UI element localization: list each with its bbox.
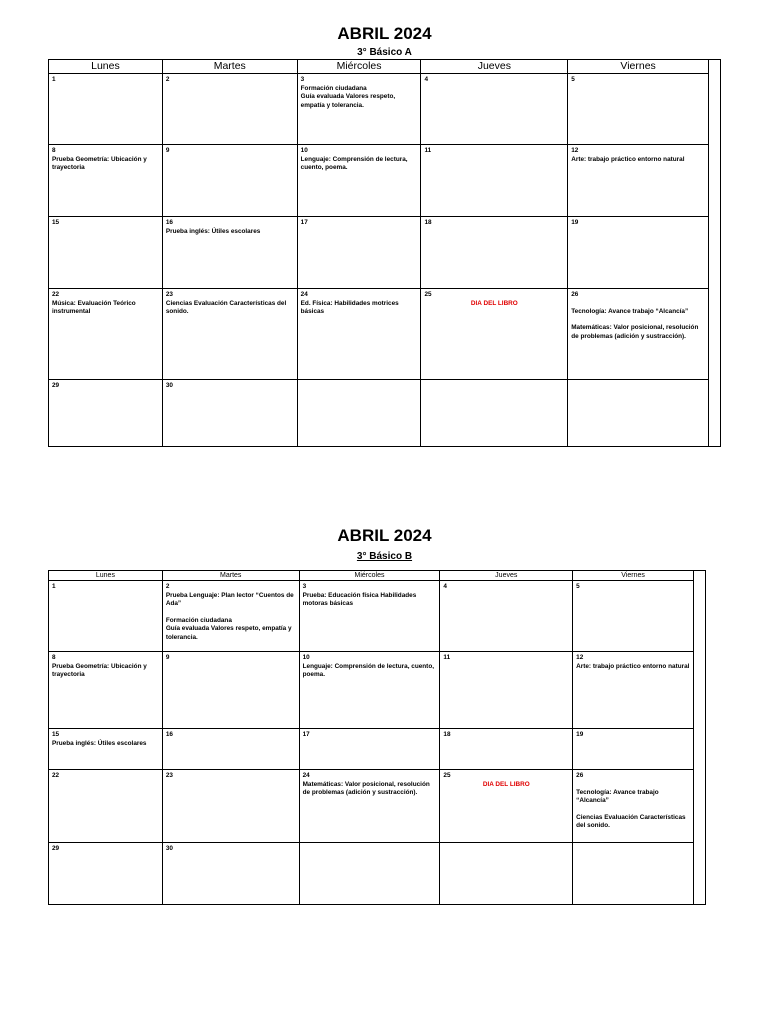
weekday-header: Jueves bbox=[440, 571, 573, 581]
day-number: 29 bbox=[52, 845, 60, 852]
event-text: Tecnología: Avance trabajo “Alcancía” bbox=[576, 788, 659, 805]
day-cell bbox=[49, 289, 163, 380]
day-number: 23 bbox=[165, 291, 173, 298]
day-number: 18 bbox=[443, 731, 451, 738]
day-number: 19 bbox=[576, 731, 584, 738]
day-cell bbox=[49, 74, 163, 145]
week-row bbox=[49, 217, 721, 289]
event-text: Arte: trabajo práctico entorno natural bbox=[576, 662, 690, 670]
event-text: Prueba: Educación física Habilidades motoras básicas bbox=[302, 591, 417, 608]
week-row bbox=[49, 289, 721, 380]
day-number: 17 bbox=[300, 219, 308, 226]
day-cell bbox=[49, 581, 163, 652]
week-row bbox=[49, 770, 706, 843]
day-number: 25 bbox=[443, 772, 451, 779]
day-number: 17 bbox=[302, 731, 310, 738]
calendar-table bbox=[48, 570, 706, 905]
event-gap bbox=[571, 316, 705, 324]
day-cell bbox=[573, 729, 694, 770]
event-text: Prueba inglés: Útiles escolares bbox=[52, 739, 147, 747]
day-cell bbox=[440, 581, 573, 652]
event-text: Formación ciudadana Guía evaluada Valores respeto, empatía y tolerancia. bbox=[165, 616, 292, 641]
event-gap bbox=[571, 300, 705, 308]
event-text: Matemáticas: Valor posicional, resolución de problemas (adición y sustracción). bbox=[302, 780, 430, 797]
weekday-header: Lunes bbox=[49, 60, 163, 74]
day-cell bbox=[440, 729, 573, 770]
day-cell bbox=[299, 843, 440, 905]
event-text: Tecnología: Avance trabajo “Alcancía” bbox=[571, 307, 689, 315]
weekday-header: Viernes bbox=[573, 571, 694, 581]
day-cell bbox=[421, 380, 568, 447]
day-number: 22 bbox=[52, 291, 60, 298]
day-cell bbox=[162, 729, 299, 770]
day-cell bbox=[162, 770, 299, 843]
calendar-title: ABRIL 2024 bbox=[337, 24, 432, 43]
holiday-note: DIA DEL LIBRO bbox=[482, 780, 530, 788]
weekday-header: Miércoles bbox=[299, 571, 440, 581]
day-cell bbox=[568, 380, 709, 447]
day-cell bbox=[421, 217, 568, 289]
day-number: 30 bbox=[165, 382, 173, 389]
day-cell bbox=[299, 729, 440, 770]
day-number: 8 bbox=[52, 147, 56, 154]
event-gap bbox=[166, 609, 296, 617]
weekday-header-row bbox=[49, 571, 706, 581]
day-number: 1 bbox=[52, 583, 56, 590]
day-number: 25 bbox=[424, 291, 432, 298]
event-text: Arte: trabajo práctico entorno natural bbox=[571, 155, 685, 163]
day-cell bbox=[162, 843, 299, 905]
week-row bbox=[49, 729, 706, 770]
day-number: 26 bbox=[571, 291, 579, 298]
day-cell bbox=[162, 145, 297, 217]
day-number: 16 bbox=[165, 219, 173, 226]
day-cell bbox=[162, 74, 297, 145]
week-row bbox=[49, 74, 721, 145]
day-number: 3 bbox=[300, 76, 305, 83]
event-text: Ed. Física: Habilidades motrices básicas bbox=[300, 299, 399, 316]
day-cell bbox=[297, 217, 421, 289]
calendar-3a bbox=[48, 24, 721, 447]
day-cell bbox=[568, 217, 709, 289]
day-cell bbox=[162, 217, 297, 289]
holiday-note: DIA DEL LIBRO bbox=[470, 299, 518, 307]
day-number: 5 bbox=[576, 583, 580, 590]
day-number: 11 bbox=[424, 147, 432, 154]
day-number: 15 bbox=[52, 731, 60, 738]
event-text: Prueba inglés: Útiles escolares bbox=[165, 227, 261, 235]
day-number: 22 bbox=[52, 772, 60, 779]
event-text: Ciencias Evaluación Características del sonido. bbox=[576, 813, 686, 830]
day-cell bbox=[421, 74, 568, 145]
day-cell bbox=[297, 74, 421, 145]
day-cell bbox=[440, 843, 573, 905]
weekday-header: Viernes bbox=[568, 60, 709, 74]
day-cell bbox=[297, 380, 421, 447]
day-cell bbox=[162, 289, 297, 380]
day-cell bbox=[49, 380, 163, 447]
day-cell bbox=[49, 217, 163, 289]
day-number: 11 bbox=[443, 654, 451, 661]
weekday-header-row bbox=[49, 60, 721, 74]
day-cell bbox=[297, 145, 421, 217]
event-text: Lenguaje: Comprensión de lectura, cuento, poema. bbox=[302, 662, 434, 679]
calendar-title: ABRIL 2024 bbox=[337, 526, 432, 545]
day-cell bbox=[573, 581, 694, 652]
day-number: 12 bbox=[571, 147, 579, 154]
day-number: 18 bbox=[424, 219, 432, 226]
week-row bbox=[49, 843, 706, 905]
day-cell bbox=[49, 145, 163, 217]
day-cell bbox=[162, 380, 297, 447]
spacer-column bbox=[709, 60, 721, 447]
day-cell bbox=[49, 843, 163, 905]
weekday-header: Martes bbox=[162, 60, 297, 74]
day-number: 30 bbox=[165, 845, 173, 852]
day-cell bbox=[299, 770, 440, 843]
calendar-subtitle: 3° Básico A bbox=[357, 47, 412, 58]
day-cell bbox=[440, 770, 573, 843]
day-number: 19 bbox=[571, 219, 579, 226]
day-cell bbox=[162, 652, 299, 729]
event-text: Lenguaje: Comprensión de lectura, cuento, poema. bbox=[300, 155, 408, 172]
week-row bbox=[49, 380, 721, 447]
day-cell bbox=[49, 729, 163, 770]
day-number: 16 bbox=[165, 731, 173, 738]
day-cell bbox=[49, 770, 163, 843]
week-row bbox=[49, 581, 706, 652]
day-number: 8 bbox=[52, 654, 56, 661]
day-number: 24 bbox=[302, 772, 310, 779]
weekday-header: Lunes bbox=[49, 571, 163, 581]
day-number: 29 bbox=[52, 382, 60, 389]
day-number: 23 bbox=[165, 772, 173, 779]
day-number: 12 bbox=[576, 654, 584, 661]
calendar-3b bbox=[48, 526, 706, 905]
day-cell bbox=[573, 770, 694, 843]
day-cell bbox=[421, 145, 568, 217]
event-text: Ciencias Evaluación Características del sonido. bbox=[165, 299, 287, 316]
weekday-header: Martes bbox=[162, 571, 299, 581]
day-cell bbox=[568, 74, 709, 145]
spacer-column bbox=[693, 571, 705, 905]
day-cell bbox=[421, 289, 568, 380]
day-number: 10 bbox=[300, 147, 308, 154]
event-gap bbox=[576, 781, 690, 789]
week-row bbox=[49, 145, 721, 217]
event-text: Matemáticas: Valor posicional, resolución de problemas (adición y sustracción). bbox=[571, 324, 699, 340]
week-row bbox=[49, 652, 706, 729]
day-number: 4 bbox=[424, 76, 429, 83]
event-text: Formación ciudadana Guía evaluada Valores respeto, empatía y tolerancia. bbox=[300, 84, 396, 109]
event-text: Prueba Geometría: Ubicación y trayectoria bbox=[52, 662, 147, 679]
day-number: 9 bbox=[165, 654, 170, 661]
day-number: 3 bbox=[302, 583, 307, 590]
weekday-header: Jueves bbox=[421, 60, 568, 74]
day-cell bbox=[297, 289, 421, 380]
day-number: 15 bbox=[52, 219, 60, 226]
day-number: 2 bbox=[165, 583, 170, 590]
day-cell bbox=[568, 145, 709, 217]
event-text: Prueba Lenguaje: Plan lector “Cuentos de Ada” bbox=[165, 591, 294, 608]
event-text: Prueba Geometría: Ubicación y trayectoria bbox=[52, 155, 147, 172]
day-number: 1 bbox=[52, 76, 56, 83]
event-gap bbox=[576, 806, 690, 814]
day-cell bbox=[162, 581, 299, 652]
day-cell bbox=[299, 652, 440, 729]
day-cell bbox=[568, 289, 709, 380]
day-number: 24 bbox=[300, 291, 308, 298]
day-number: 5 bbox=[571, 76, 575, 83]
day-cell bbox=[573, 843, 694, 905]
day-number: 2 bbox=[165, 76, 170, 83]
day-number: 9 bbox=[165, 147, 170, 154]
event-text: Música: Evaluación Teórico instrumental bbox=[52, 299, 136, 316]
day-cell bbox=[299, 581, 440, 652]
day-cell bbox=[440, 652, 573, 729]
day-cell bbox=[573, 652, 694, 729]
calendar-table bbox=[48, 59, 721, 447]
day-cell bbox=[49, 652, 163, 729]
day-number: 10 bbox=[302, 654, 310, 661]
day-number: 26 bbox=[576, 772, 584, 779]
weekday-header: Miércoles bbox=[297, 60, 421, 74]
calendar-subtitle: 3° Básico B bbox=[356, 551, 413, 562]
day-number: 4 bbox=[443, 583, 447, 590]
